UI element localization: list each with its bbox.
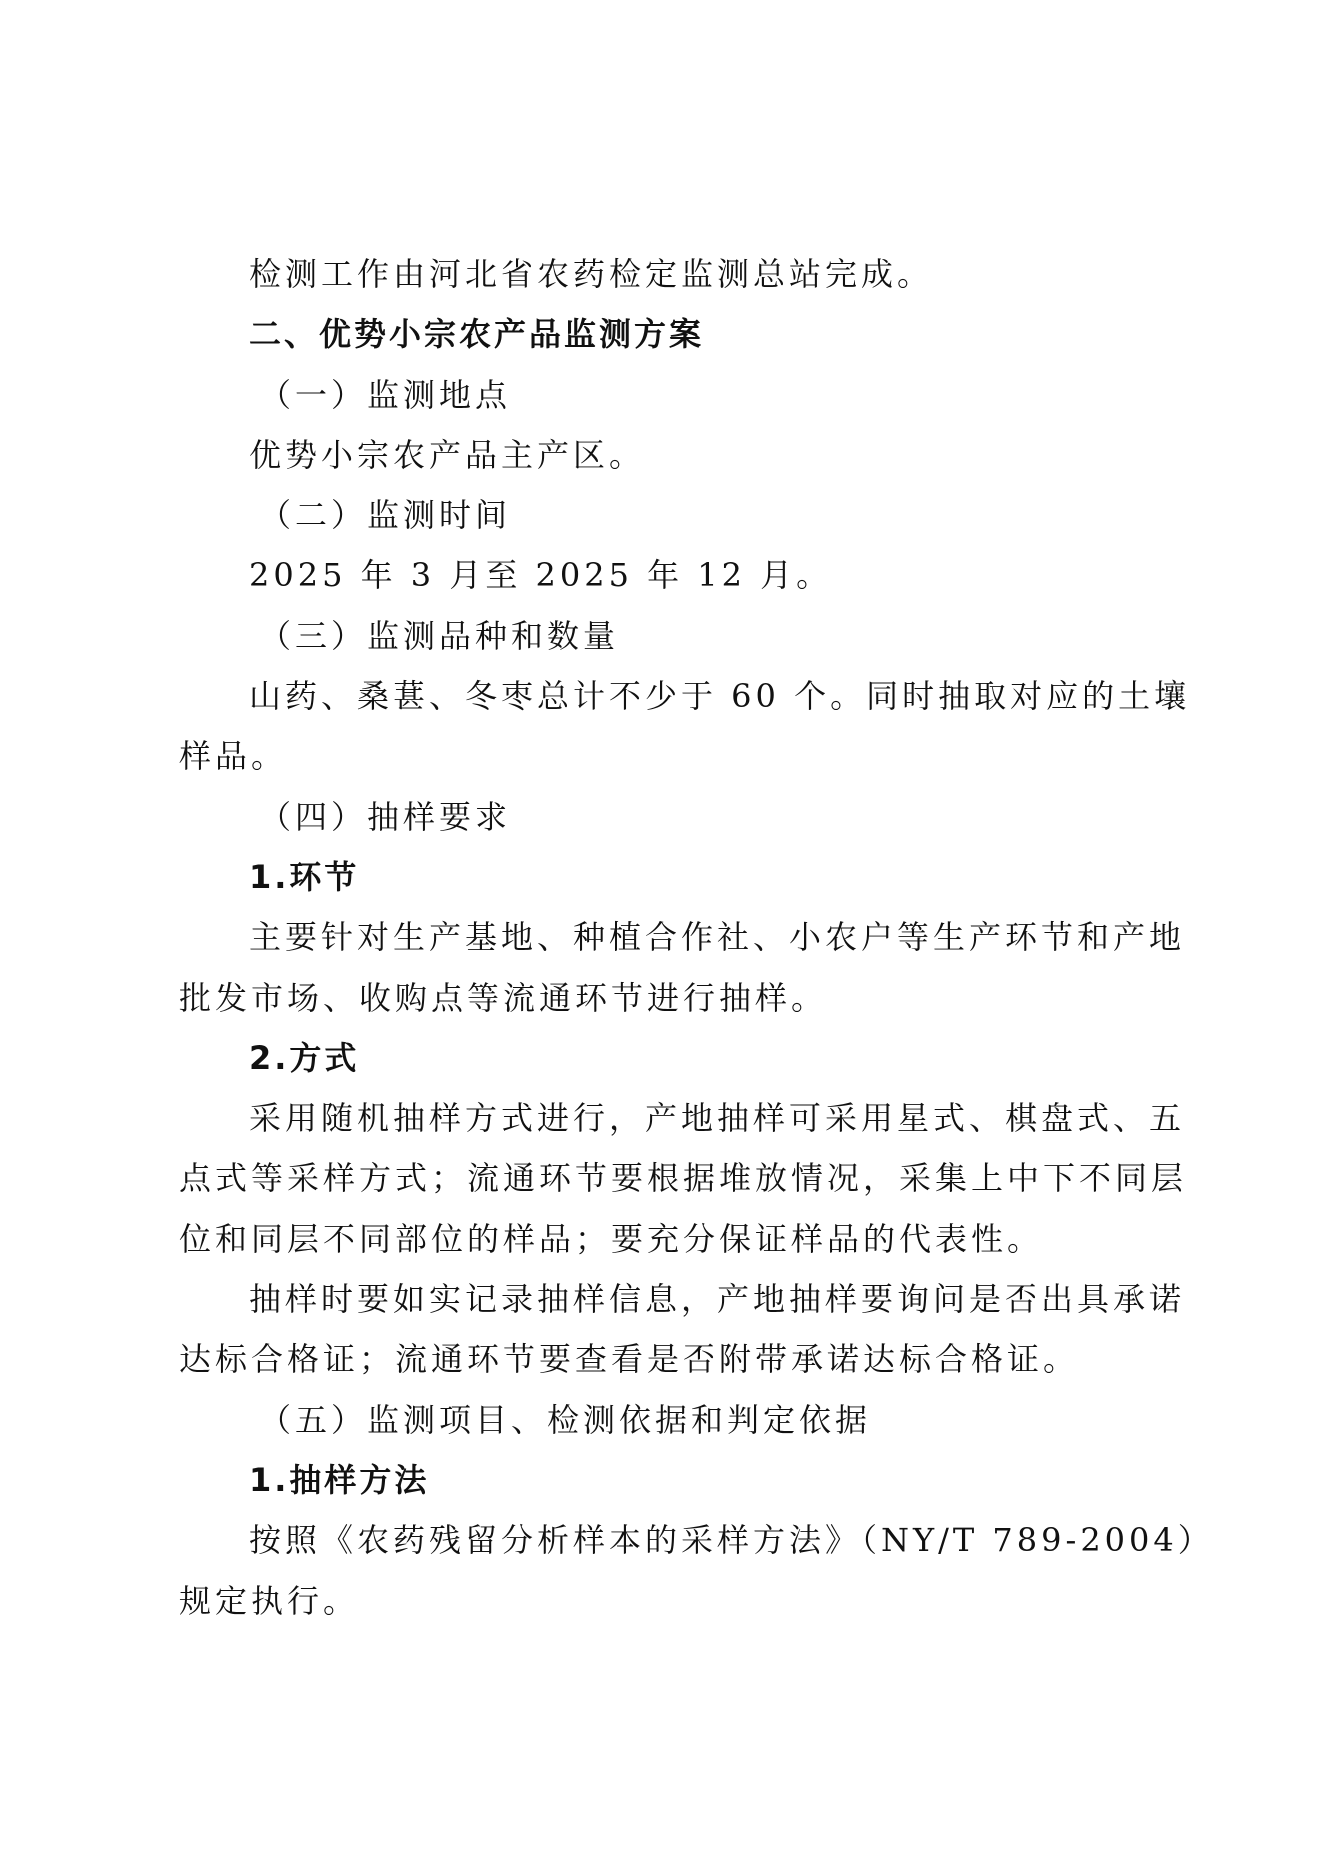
paragraph-text: 规定执行。	[179, 1581, 360, 1620]
paragraph-text: 优势小宗农产品主产区。	[249, 435, 646, 474]
paragraph-text: 批发市场、收购点等流通环节进行抽样。	[179, 978, 828, 1017]
item-heading: 2.方式	[249, 1038, 360, 1077]
subsection-heading: （四）抽样要求	[259, 797, 512, 836]
paragraph-text: 按照《农药残留分析样本的采样方法》（NY/T 789-2004）	[249, 1521, 1214, 1560]
subsection-heading: （三）监测品种和数量	[259, 616, 620, 655]
paragraph-text: 主要针对生产基地、种植合作社、小农户等生产环节和产地	[249, 918, 1186, 957]
subsection-heading: （五）监测项目、检测依据和判定依据	[259, 1400, 872, 1439]
paragraph-text: 山药、桑葚、冬枣总计不少于 60 个。同时抽取对应的土壤	[249, 677, 1191, 716]
item-heading: 1.抽样方法	[249, 1460, 430, 1499]
paragraph-text: 样品。	[179, 737, 288, 776]
paragraph-text: 达标合格证；流通环节要查看是否附带承诺达标合格证。	[179, 1340, 1080, 1379]
subsection-heading: （二）监测时间	[259, 496, 512, 535]
paragraph-text: 检测工作由河北省农药检定监测总站完成。	[249, 255, 934, 293]
paragraph-text: 2025 年 3 月至 2025 年 12 月。	[249, 556, 833, 595]
section-heading: 二、优势小宗农产品监测方案	[249, 315, 705, 354]
paragraph-text: 抽样时要如实记录抽样信息，产地抽样要询问是否出具承诺	[249, 1280, 1186, 1319]
paragraph-text: 点式等采样方式；流通环节要根据堆放情况，采集上中下不同层	[179, 1159, 1188, 1198]
paragraph-text: 位和同层不同部位的样品；要充分保证样品的代表性。	[179, 1219, 1044, 1258]
paragraph-text: 采用随机抽样方式进行，产地抽样可采用星式、棋盘式、五	[249, 1099, 1186, 1138]
item-heading: 1.环节	[249, 857, 360, 896]
subsection-heading: （一）监测地点	[259, 375, 512, 414]
document-body	[179, 244, 1214, 1631]
